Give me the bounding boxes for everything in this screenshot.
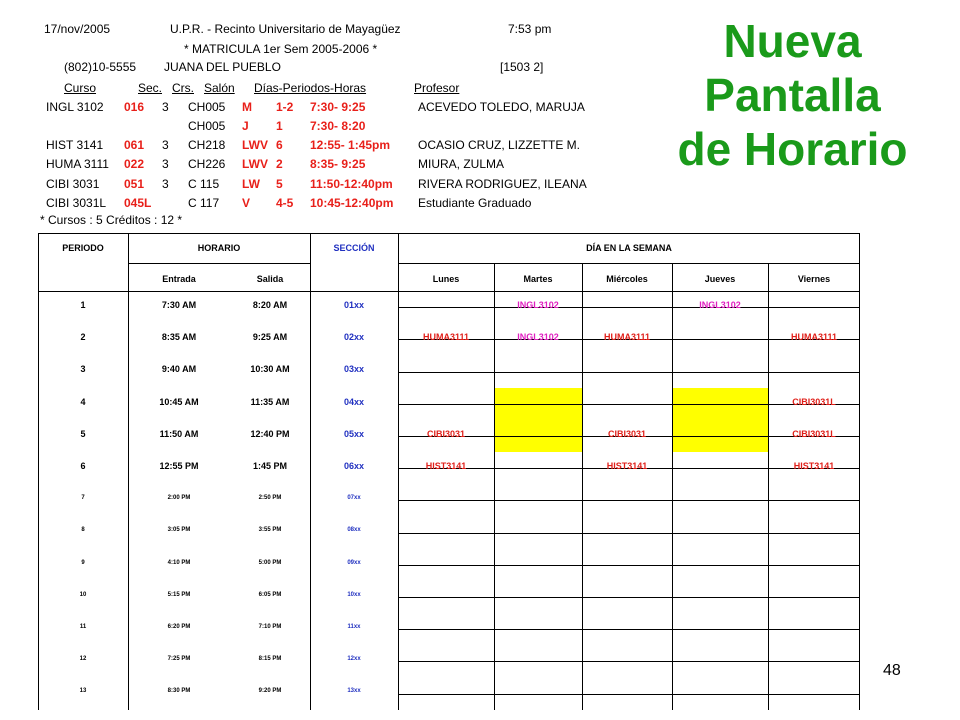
row-day-cell: INGL3102 bbox=[699, 300, 741, 311]
title-line-3: de Horario bbox=[677, 123, 908, 175]
row-salida: 8:20 AM bbox=[252, 300, 288, 311]
row-seccion: 13xx bbox=[347, 688, 361, 695]
row-day-cell bbox=[672, 547, 768, 579]
header-entrada: Entrada bbox=[162, 274, 196, 284]
row-day-cell bbox=[768, 482, 860, 514]
row-day-cell bbox=[494, 675, 582, 707]
row-day-cell bbox=[398, 611, 494, 643]
schedule-salon: CH005 bbox=[188, 119, 226, 133]
row-seccion: 01xx bbox=[343, 300, 365, 311]
row-periodo: 8 bbox=[81, 527, 85, 534]
header-dia: DÍA EN LA SEMANA bbox=[586, 243, 672, 253]
row-salida: 11:35 AM bbox=[250, 396, 290, 407]
schedule-periodos: 5 bbox=[276, 177, 283, 191]
row-seccion: 04xx bbox=[343, 396, 365, 407]
header-periodo: PERIODO bbox=[62, 243, 104, 253]
title-line-2: Pantalla bbox=[704, 69, 881, 121]
row-day-cell: INGL3102 bbox=[517, 332, 559, 343]
time-text: 7:53 pm bbox=[508, 22, 552, 36]
row-seccion: 05xx bbox=[343, 428, 365, 439]
schedule-salon: CH005 bbox=[188, 100, 226, 114]
row-day-cell bbox=[768, 514, 860, 546]
schedule-horas: 10:45-12:40pm bbox=[310, 196, 394, 210]
row-day-cell bbox=[672, 482, 768, 514]
row-day-cell bbox=[768, 579, 860, 611]
row-day-cell bbox=[768, 353, 860, 385]
row-day-cell bbox=[398, 579, 494, 611]
schedule-horas: 7:30- 8:20 bbox=[310, 119, 366, 133]
row-entrada: 6:20 PM bbox=[167, 624, 191, 631]
row-periodo: 2 bbox=[80, 332, 86, 343]
schedule-periodos: 6 bbox=[276, 138, 283, 152]
header-day: Miércoles bbox=[606, 274, 648, 284]
row-day-cell bbox=[768, 675, 860, 707]
schedule-salon: C 115 bbox=[188, 177, 220, 191]
student-name: JUANA DEL PUEBLO bbox=[164, 60, 281, 74]
row-day-cell bbox=[582, 579, 672, 611]
col-sec: Sec. bbox=[138, 81, 163, 95]
row-day-cell bbox=[582, 675, 672, 707]
row-seccion: 12xx bbox=[347, 656, 361, 663]
row-day-cell: CIBI3031L bbox=[792, 428, 836, 439]
page-number: 48 bbox=[883, 662, 901, 679]
row-day-cell bbox=[672, 579, 768, 611]
schedule-salon: CH218 bbox=[188, 138, 226, 152]
schedule-profesor: OCASIO CRUZ, LIZZETTE M. bbox=[418, 138, 581, 152]
row-day-cell: CIBI3031 bbox=[426, 428, 466, 439]
schedule-horas: 11:50-12:40pm bbox=[310, 177, 393, 191]
row-day-cell bbox=[672, 514, 768, 546]
student-id: (802)10-5555 bbox=[64, 60, 137, 74]
row-entrada: 11:50 AM bbox=[159, 428, 199, 439]
row-day-cell: HIST3141 bbox=[793, 461, 835, 472]
row-day-cell bbox=[582, 353, 672, 385]
term-code: [1503 2] bbox=[500, 60, 544, 74]
row-periodo: 5 bbox=[80, 428, 86, 439]
row-periodo: 7 bbox=[81, 495, 85, 502]
schedule-curso: CIBI 3031 bbox=[46, 177, 100, 191]
row-salida: 9:20 PM bbox=[258, 688, 282, 695]
schedule-salon: CH226 bbox=[188, 157, 226, 171]
schedule-profesor: MIURA, ZULMA bbox=[418, 157, 505, 171]
row-day-cell bbox=[768, 611, 860, 643]
row-salida: 7:10 PM bbox=[258, 624, 282, 631]
row-day-cell bbox=[494, 547, 582, 579]
row-day-cell bbox=[582, 611, 672, 643]
row-seccion: 09xx bbox=[347, 559, 361, 566]
row-salida: 8:15 PM bbox=[258, 656, 282, 663]
row-day-cell bbox=[494, 514, 582, 546]
row-seccion: 06xx bbox=[343, 461, 365, 472]
row-day-cell bbox=[582, 482, 672, 514]
schedule-horas: 7:30- 9:25 bbox=[310, 100, 366, 114]
col-salon: Salón bbox=[204, 81, 235, 95]
schedule-crs: 3 bbox=[162, 138, 169, 152]
row-day-cell bbox=[582, 643, 672, 675]
row-entrada: 2:00 PM bbox=[167, 495, 191, 502]
row-entrada: 3:05 PM bbox=[167, 527, 191, 534]
row-entrada: 7:25 PM bbox=[167, 656, 191, 663]
row-seccion: 11xx bbox=[347, 624, 361, 631]
header-day: Jueves bbox=[704, 274, 736, 284]
row-day-cell bbox=[494, 482, 582, 514]
row-day-cell bbox=[672, 353, 768, 385]
header-day: Lunes bbox=[432, 274, 460, 284]
schedule-periodos: 1-2 bbox=[276, 100, 294, 114]
row-seccion: 10xx bbox=[347, 591, 361, 598]
row-salida: 10:30 AM bbox=[250, 364, 290, 375]
row-day-cell bbox=[494, 579, 582, 611]
row-seccion: 08xx bbox=[347, 527, 361, 534]
page-title bbox=[640, 14, 945, 176]
row-salida: 1:45 PM bbox=[252, 461, 287, 472]
row-day-cell bbox=[494, 386, 582, 418]
row-seccion: 07xx bbox=[347, 495, 361, 502]
row-periodo: 1 bbox=[80, 300, 86, 311]
schedule-crs: 3 bbox=[162, 177, 169, 191]
row-day-cell bbox=[582, 386, 672, 418]
schedule-profesor: RIVERA RODRIGUEZ, ILEANA bbox=[418, 177, 587, 191]
row-day-cell: CIBI3031 bbox=[607, 428, 647, 439]
row-day-cell bbox=[768, 643, 860, 675]
row-entrada: 5:15 PM bbox=[167, 591, 191, 598]
schedule-salon: C 117 bbox=[188, 196, 220, 210]
row-day-cell: HUMA3111 bbox=[603, 332, 651, 343]
row-periodo: 3 bbox=[80, 364, 86, 375]
schedule-dias: LWV bbox=[242, 157, 268, 171]
row-day-cell bbox=[398, 353, 494, 385]
institution-text: U.P.R. - Recinto Universitario de Mayagüez bbox=[170, 22, 401, 36]
header-day: Viernes bbox=[797, 274, 831, 284]
row-seccion: 02xx bbox=[343, 332, 365, 343]
schedule-periodos: 1 bbox=[276, 119, 283, 133]
header-day: Martes bbox=[523, 274, 553, 284]
row-day-cell bbox=[768, 289, 860, 321]
row-salida: 3:55 PM bbox=[258, 527, 282, 534]
row-day-cell bbox=[494, 643, 582, 675]
row-day-cell bbox=[494, 353, 582, 385]
schedule-sec: 061 bbox=[124, 138, 145, 152]
col-dias: Días-Periodos-Horas bbox=[254, 81, 367, 95]
row-entrada: 8:30 PM bbox=[167, 688, 191, 695]
row-entrada: 10:45 AM bbox=[159, 396, 199, 407]
schedule-sec: 045L bbox=[124, 196, 152, 210]
header-seccion: SECCIÓN bbox=[333, 243, 375, 253]
row-day-cell bbox=[672, 321, 768, 353]
schedule-periodos: 2 bbox=[276, 157, 283, 171]
schedule-sec: 022 bbox=[124, 157, 145, 171]
row-entrada: 12:55 PM bbox=[159, 461, 199, 472]
row-periodo: 12 bbox=[79, 656, 87, 663]
row-day-cell: CIBI3031L bbox=[792, 396, 836, 407]
row-salida: 12:40 PM bbox=[250, 428, 290, 439]
row-day-cell: HUMA3111 bbox=[422, 332, 470, 343]
col-profesor: Profesor bbox=[414, 81, 460, 95]
row-entrada: 4:10 PM bbox=[167, 559, 191, 566]
schedule-horas: 12:55- 1:45pm bbox=[310, 138, 391, 152]
schedule-sec: 016 bbox=[124, 100, 145, 114]
row-salida: 5:00 PM bbox=[258, 559, 282, 566]
row-day-cell bbox=[398, 675, 494, 707]
row-day-cell: HIST3141 bbox=[606, 461, 648, 472]
row-day-cell bbox=[494, 611, 582, 643]
row-day-cell bbox=[398, 289, 494, 321]
row-salida: 9:25 AM bbox=[252, 332, 288, 343]
row-salida: 2:50 PM bbox=[258, 495, 282, 502]
row-entrada: 8:35 AM bbox=[161, 332, 197, 343]
schedule-dias: LW bbox=[242, 177, 260, 191]
row-day-cell bbox=[494, 450, 582, 482]
col-curso: Curso bbox=[64, 81, 97, 95]
schedule-curso: INGL 3102 bbox=[46, 100, 104, 114]
row-day-cell bbox=[398, 643, 494, 675]
row-day-cell bbox=[582, 514, 672, 546]
row-entrada: 7:30 AM bbox=[161, 300, 197, 311]
schedule-horas: 8:35- 9:25 bbox=[310, 157, 366, 171]
schedule-curso: HUMA 3111 bbox=[46, 157, 109, 171]
schedule-dias: M bbox=[242, 100, 252, 114]
header-salida: Salida bbox=[256, 274, 284, 284]
header-horario: HORARIO bbox=[197, 243, 241, 253]
row-day-cell bbox=[398, 386, 494, 418]
row-periodo: 11 bbox=[79, 624, 87, 631]
schedule-crs: 3 bbox=[162, 100, 169, 114]
schedule-curso: CIBI 3031L bbox=[46, 196, 107, 210]
row-periodo: 13 bbox=[79, 688, 87, 695]
row-day-cell: INGL3102 bbox=[517, 300, 559, 311]
row-day-cell bbox=[672, 675, 768, 707]
row-day-cell bbox=[582, 547, 672, 579]
row-day-cell bbox=[582, 289, 672, 321]
timetable-grid bbox=[38, 233, 860, 710]
col-crs: Crs. bbox=[172, 81, 194, 95]
title-line-1: Nueva bbox=[723, 15, 862, 67]
row-day-cell bbox=[398, 547, 494, 579]
schedule-dias: V bbox=[242, 196, 251, 210]
credits-summary: * Cursos : 5 Créditos : 12 * bbox=[40, 213, 183, 227]
row-periodo: 6 bbox=[80, 461, 86, 472]
row-periodo: 4 bbox=[80, 396, 86, 407]
matricula-text: * MATRICULA 1er Sem 2005-2006 * bbox=[184, 42, 378, 56]
row-day-cell bbox=[398, 482, 494, 514]
schedule-sec: 051 bbox=[124, 177, 145, 191]
row-day-cell bbox=[768, 547, 860, 579]
row-day-cell bbox=[672, 418, 768, 450]
row-periodo: 9 bbox=[81, 559, 85, 566]
schedule-periodos: 4-5 bbox=[276, 196, 294, 210]
row-day-cell bbox=[398, 514, 494, 546]
row-day-cell: HIST3141 bbox=[425, 461, 467, 472]
schedule-dias: J bbox=[242, 119, 249, 133]
schedule-dias: LWV bbox=[242, 138, 268, 152]
row-seccion: 03xx bbox=[343, 364, 365, 375]
schedule-profesor: ACEVEDO TOLEDO, MARUJA bbox=[418, 100, 585, 114]
row-day-cell: HUMA3111 bbox=[790, 332, 838, 343]
row-day-cell bbox=[672, 643, 768, 675]
row-periodo: 10 bbox=[79, 591, 87, 598]
row-day-cell bbox=[672, 611, 768, 643]
date-text: 17/nov/2005 bbox=[44, 22, 111, 36]
row-day-cell bbox=[494, 418, 582, 450]
schedule-profesor: Estudiante Graduado bbox=[418, 196, 532, 210]
schedule-curso: HIST 3141 bbox=[46, 138, 104, 152]
schedule-crs: 3 bbox=[162, 157, 169, 171]
row-day-cell bbox=[672, 450, 768, 482]
row-entrada: 9:40 AM bbox=[161, 364, 197, 375]
row-salida: 6:05 PM bbox=[258, 591, 282, 598]
row-day-cell bbox=[672, 386, 768, 418]
